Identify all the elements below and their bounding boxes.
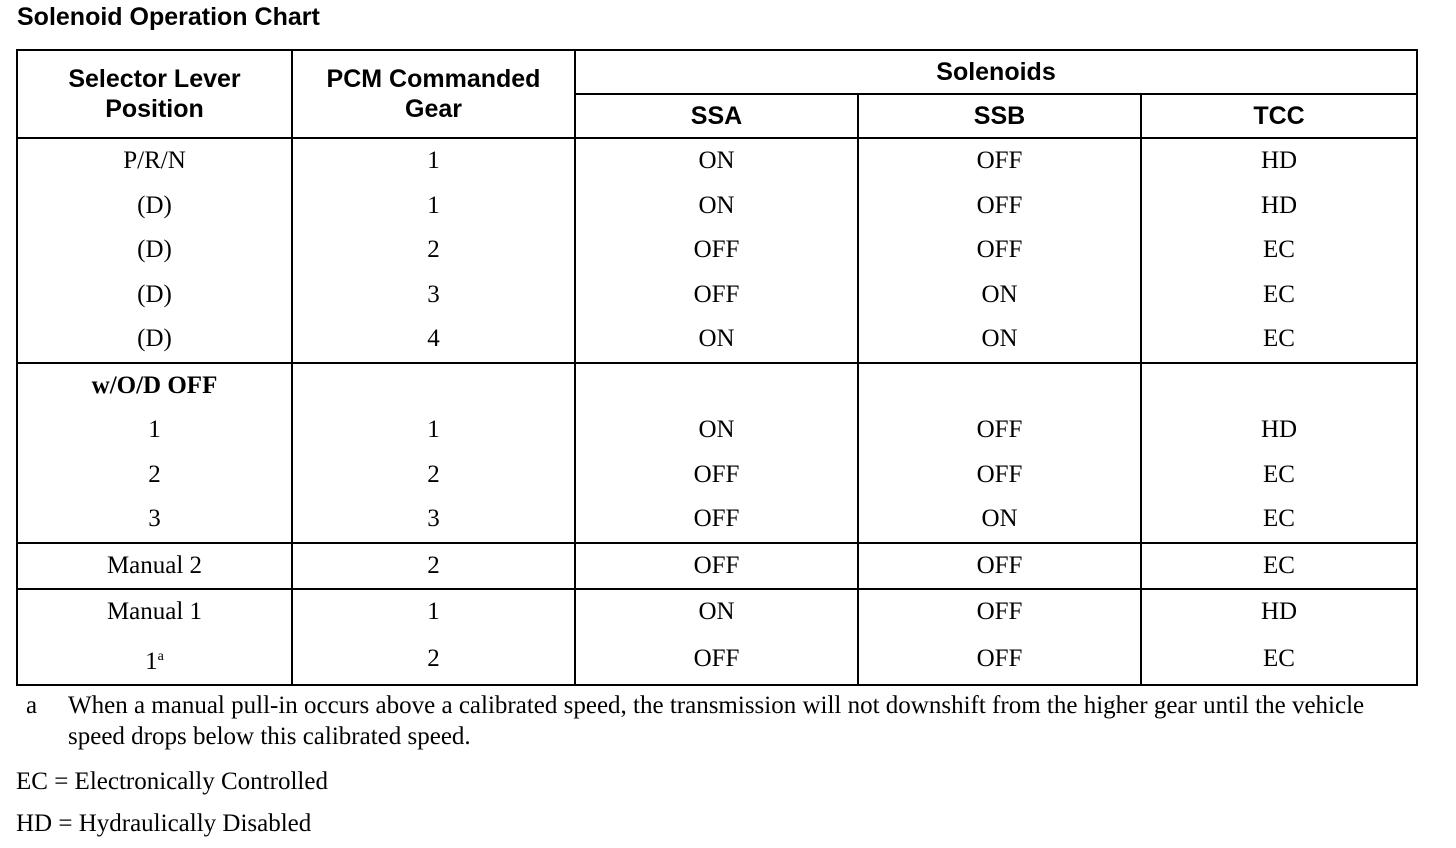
ssa-cell: OFF <box>575 635 858 685</box>
table-row <box>17 497 1417 543</box>
header-ssb: SSB <box>858 94 1141 138</box>
table-row <box>17 138 1417 184</box>
header-tcc: TCC <box>1141 94 1417 138</box>
ssb-cell: ON <box>858 273 1141 318</box>
gear-cell: 1 <box>292 408 575 453</box>
ssb-cell: OFF <box>858 408 1141 453</box>
gear-cell: 3 <box>292 273 575 318</box>
tcc-cell: HD <box>1141 138 1417 184</box>
selector-cell: 3 <box>17 497 292 543</box>
ssb-cell: ON <box>858 497 1141 543</box>
tcc-cell: EC <box>1141 317 1417 363</box>
tcc-cell: EC <box>1141 543 1417 590</box>
ssb-cell <box>858 363 1141 409</box>
table-row <box>17 635 1417 685</box>
solenoid-table <box>16 49 1418 686</box>
ssb-cell: OFF <box>858 228 1141 273</box>
ssa-cell: OFF <box>575 228 858 273</box>
ssa-cell: ON <box>575 317 858 363</box>
gear-cell: 2 <box>292 453 575 498</box>
tcc-cell: EC <box>1141 273 1417 318</box>
tcc-cell: EC <box>1141 228 1417 273</box>
gear-cell: 1 <box>292 589 575 635</box>
selector-cell: (D) <box>17 184 292 229</box>
selector-group-label: w/O/D OFF <box>17 363 292 409</box>
ssa-cell: ON <box>575 589 858 635</box>
table-row <box>17 184 1417 229</box>
table-row <box>17 317 1417 363</box>
tcc-cell <box>1141 363 1417 409</box>
ssb-cell: OFF <box>858 453 1141 498</box>
ssa-cell: ON <box>575 408 858 453</box>
table-row <box>17 228 1417 273</box>
selector-cell <box>17 635 292 685</box>
gear-cell: 2 <box>292 228 575 273</box>
selector-cell: Manual 1 <box>17 589 292 635</box>
gear-cell: 4 <box>292 317 575 363</box>
gear-cell: 1 <box>292 184 575 229</box>
header-gear: PCM Commanded Gear <box>292 50 575 138</box>
ssa-cell: OFF <box>575 273 858 318</box>
tcc-cell: HD <box>1141 184 1417 229</box>
tcc-cell: EC <box>1141 497 1417 543</box>
footnote-mark: a <box>26 692 38 719</box>
table-row <box>17 453 1417 498</box>
ssb-cell: OFF <box>858 635 1141 685</box>
page-title: Solenoid Operation Chart <box>17 3 320 31</box>
header-selector: Selector Lever Position <box>17 50 292 138</box>
gear-cell: 2 <box>292 543 575 590</box>
ssb-cell: ON <box>858 317 1141 363</box>
ssb-cell: OFF <box>858 589 1141 635</box>
ssb-cell: OFF <box>858 543 1141 590</box>
gear-cell: 2 <box>292 635 575 685</box>
table-row <box>17 363 1417 409</box>
selector-cell: (D) <box>17 317 292 363</box>
selector-cell: 2 <box>17 453 292 498</box>
legend-hd: HD = Hydraulically Disabled <box>16 810 312 837</box>
ssa-cell <box>575 363 858 409</box>
selector-cell: (D) <box>17 273 292 318</box>
header-ssa: SSA <box>575 94 858 138</box>
ssa-cell: ON <box>575 184 858 229</box>
ssa-cell: ON <box>575 138 858 184</box>
ssb-cell: OFF <box>858 184 1141 229</box>
gear-cell: 1 <box>292 138 575 184</box>
table-row <box>17 273 1417 318</box>
header-solenoids: Solenoids <box>575 50 1417 94</box>
footnote-text: When a manual pull-in occurs above a calibrated speed, the transmission will not downshift from the higher gear until the vehicle speed drops below this calibrated speed. <box>68 692 1365 750</box>
selector-cell: Manual 2 <box>17 543 292 590</box>
tcc-cell: HD <box>1141 589 1417 635</box>
selector-cell: 1 <box>17 408 292 453</box>
selector-cell: P/R/N <box>17 138 292 184</box>
gear-cell: 3 <box>292 497 575 543</box>
table-row <box>17 543 1417 590</box>
ssb-cell: OFF <box>858 138 1141 184</box>
table-row <box>17 408 1417 453</box>
gear-cell <box>292 363 575 409</box>
selector-value: 1 <box>145 647 158 675</box>
tcc-cell: HD <box>1141 408 1417 453</box>
tcc-cell: EC <box>1141 635 1417 685</box>
footnote-ref: a <box>157 648 164 664</box>
ssa-cell: OFF <box>575 497 858 543</box>
tcc-cell: EC <box>1141 453 1417 498</box>
selector-cell: (D) <box>17 228 292 273</box>
table-row <box>17 589 1417 635</box>
legend-ec: EC = Electronically Controlled <box>16 768 328 795</box>
ssa-cell: OFF <box>575 543 858 590</box>
ssa-cell: OFF <box>575 453 858 498</box>
